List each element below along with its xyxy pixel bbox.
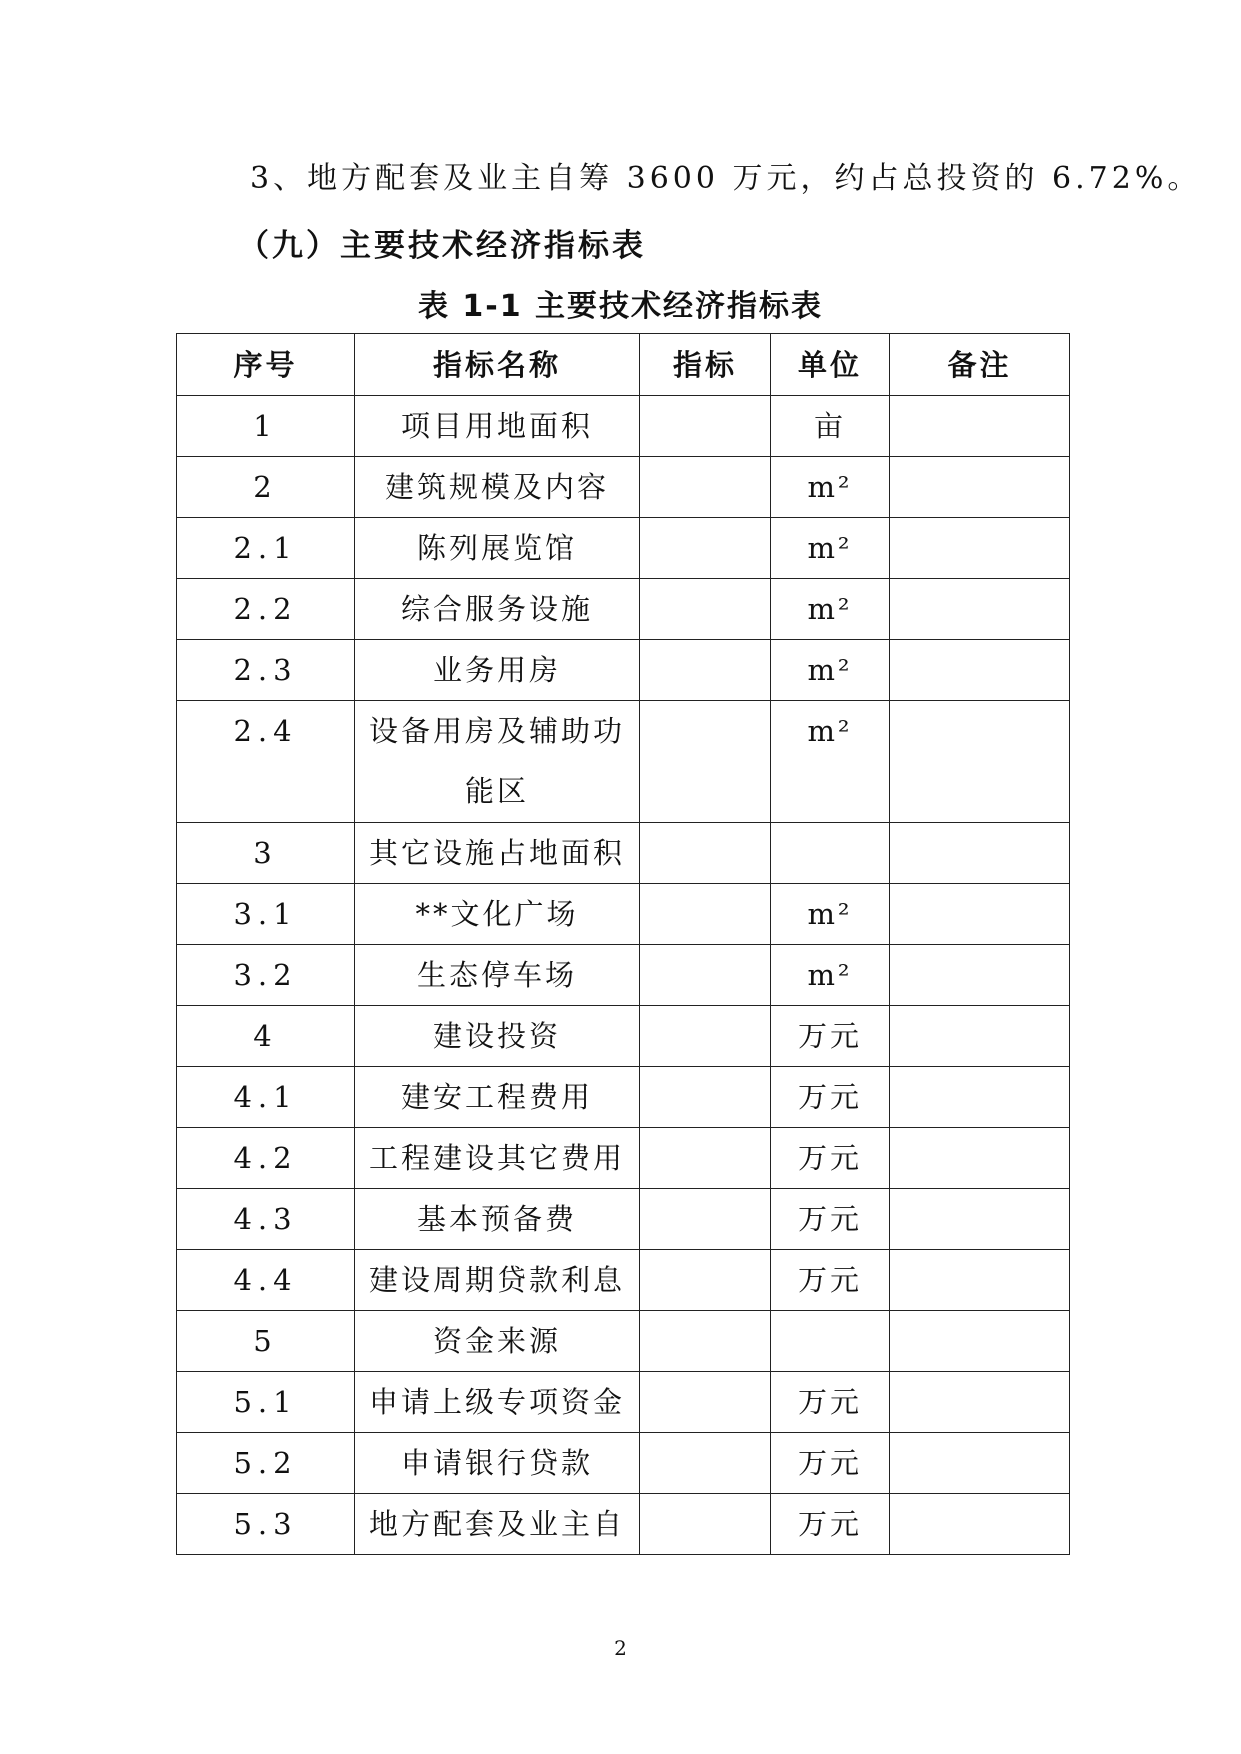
cell-serial: 1 [177, 396, 355, 457]
cell-indicator-name: 建设周期贷款利息 [355, 1250, 640, 1311]
cell-serial: 4.3 [177, 1189, 355, 1250]
cell-serial: 2.2 [177, 579, 355, 640]
table-row [177, 579, 1070, 640]
cell-remarks [890, 640, 1070, 701]
section-heading: （九）主要技术经济指标表 [238, 228, 646, 264]
cell-remarks [890, 579, 1070, 640]
cell-serial: 5.1 [177, 1372, 355, 1433]
cell-remarks [890, 884, 1070, 945]
table-row [177, 1433, 1070, 1494]
table-row [177, 1189, 1070, 1250]
header-serial: 序号 [177, 334, 355, 396]
cell-unit: m² [771, 457, 890, 518]
cell-indicator-name: 建筑规模及内容 [355, 457, 640, 518]
cell-indicator-value [640, 884, 771, 945]
cell-unit: 万元 [771, 1128, 890, 1189]
table-header-row [177, 334, 1070, 396]
cell-indicator-name: 申请上级专项资金 [355, 1372, 640, 1433]
cell-indicator-name: 业务用房 [355, 640, 640, 701]
cell-indicator-value [640, 1128, 771, 1189]
cell-remarks [890, 823, 1070, 884]
cell-remarks [890, 1067, 1070, 1128]
cell-unit: 万元 [771, 1250, 890, 1311]
cell-unit: m² [771, 518, 890, 579]
cell-indicator-value [640, 1372, 771, 1433]
table-row [177, 1006, 1070, 1067]
cell-indicator-name: 生态停车场 [355, 945, 640, 1006]
cell-serial: 4.2 [177, 1128, 355, 1189]
cell-indicator-name: 项目用地面积 [355, 396, 640, 457]
cell-indicator-value [640, 1250, 771, 1311]
cell-serial: 4.4 [177, 1250, 355, 1311]
cell-indicator-name: 建安工程费用 [355, 1067, 640, 1128]
cell-unit: m² [771, 640, 890, 701]
cell-serial: 3 [177, 823, 355, 884]
cell-unit: 万元 [771, 1372, 890, 1433]
cell-remarks [890, 1433, 1070, 1494]
cell-serial: 2.4 [177, 701, 355, 823]
cell-indicator-value [640, 457, 771, 518]
cell-indicator-value [640, 1067, 771, 1128]
cell-remarks [890, 1311, 1070, 1372]
cell-indicator-value [640, 1494, 771, 1555]
cell-unit: 万元 [771, 1494, 890, 1555]
table-body [177, 396, 1070, 1555]
table-row [177, 1311, 1070, 1372]
body-paragraph: 3、地方配套及业主自筹 3600 万元，约占总投资的 6.72%。 [250, 161, 1202, 196]
cell-serial: 5 [177, 1311, 355, 1372]
table-row [177, 701, 1070, 823]
cell-remarks [890, 396, 1070, 457]
cell-indicator-value [640, 396, 771, 457]
header-remarks: 备注 [890, 334, 1070, 396]
cell-indicator-value [640, 1006, 771, 1067]
cell-unit: 万元 [771, 1067, 890, 1128]
table-row [177, 1067, 1070, 1128]
cell-remarks [890, 518, 1070, 579]
table-row [177, 1494, 1070, 1555]
cell-indicator-name: 申请银行贷款 [355, 1433, 640, 1494]
cell-unit: 万元 [771, 1433, 890, 1494]
cell-serial: 5.3 [177, 1494, 355, 1555]
cell-remarks [890, 1494, 1070, 1555]
table-caption: 表 1-1 主要技术经济指标表 [417, 289, 824, 324]
header-unit: 单位 [771, 334, 890, 396]
cell-unit: 亩 [771, 396, 890, 457]
cell-indicator-name: 其它设施占地面积 [355, 823, 640, 884]
cell-indicator-value [640, 1311, 771, 1372]
cell-unit: m² [771, 579, 890, 640]
cell-serial: 5.2 [177, 1433, 355, 1494]
table-row [177, 1250, 1070, 1311]
table-row [177, 945, 1070, 1006]
cell-indicator-name: 资金来源 [355, 1311, 640, 1372]
cell-unit [771, 823, 890, 884]
cell-indicator-value [640, 823, 771, 884]
cell-indicator-value [640, 1189, 771, 1250]
table-row [177, 884, 1070, 945]
header-indicator: 指标 [640, 334, 771, 396]
table-row [177, 1128, 1070, 1189]
cell-indicator-name: 综合服务设施 [355, 579, 640, 640]
cell-serial: 3.1 [177, 884, 355, 945]
cell-serial: 2.1 [177, 518, 355, 579]
cell-remarks [890, 701, 1070, 823]
cell-remarks [890, 1250, 1070, 1311]
cell-indicator-name: 陈列展览馆 [355, 518, 640, 579]
cell-unit: m² [771, 884, 890, 945]
table-row [177, 1372, 1070, 1433]
cell-remarks [890, 945, 1070, 1006]
cell-unit [771, 1311, 890, 1372]
cell-serial: 4 [177, 1006, 355, 1067]
cell-unit: m² [771, 701, 890, 823]
cell-unit: 万元 [771, 1189, 890, 1250]
cell-indicator-name: 地方配套及业主自 [355, 1494, 640, 1555]
table-row [177, 457, 1070, 518]
cell-indicator-name: 设备用房及辅助功能区 [355, 701, 640, 823]
cell-indicator-value [640, 579, 771, 640]
table-row [177, 518, 1070, 579]
cell-serial: 3.2 [177, 945, 355, 1006]
cell-indicator-value [640, 945, 771, 1006]
cell-unit: 万元 [771, 1006, 890, 1067]
table-row [177, 396, 1070, 457]
cell-indicator-value [640, 640, 771, 701]
cell-serial: 2.3 [177, 640, 355, 701]
cell-remarks [890, 1006, 1070, 1067]
cell-remarks [890, 457, 1070, 518]
cell-indicator-name: 基本预备费 [355, 1189, 640, 1250]
table-row [177, 823, 1070, 884]
cell-serial: 4.1 [177, 1067, 355, 1128]
indicator-table [176, 333, 1070, 1555]
header-indicator-name: 指标名称 [355, 334, 640, 396]
cell-serial: 2 [177, 457, 355, 518]
cell-remarks [890, 1372, 1070, 1433]
table-row [177, 640, 1070, 701]
page-number: 2 [614, 1636, 627, 1660]
cell-indicator-value [640, 701, 771, 823]
cell-indicator-value [640, 518, 771, 579]
cell-unit: m² [771, 945, 890, 1006]
cell-remarks [890, 1189, 1070, 1250]
cell-indicator-value [640, 1433, 771, 1494]
cell-indicator-name: 建设投资 [355, 1006, 640, 1067]
cell-remarks [890, 1128, 1070, 1189]
cell-indicator-name: **文化广场 [355, 884, 640, 945]
cell-indicator-name: 工程建设其它费用 [355, 1128, 640, 1189]
